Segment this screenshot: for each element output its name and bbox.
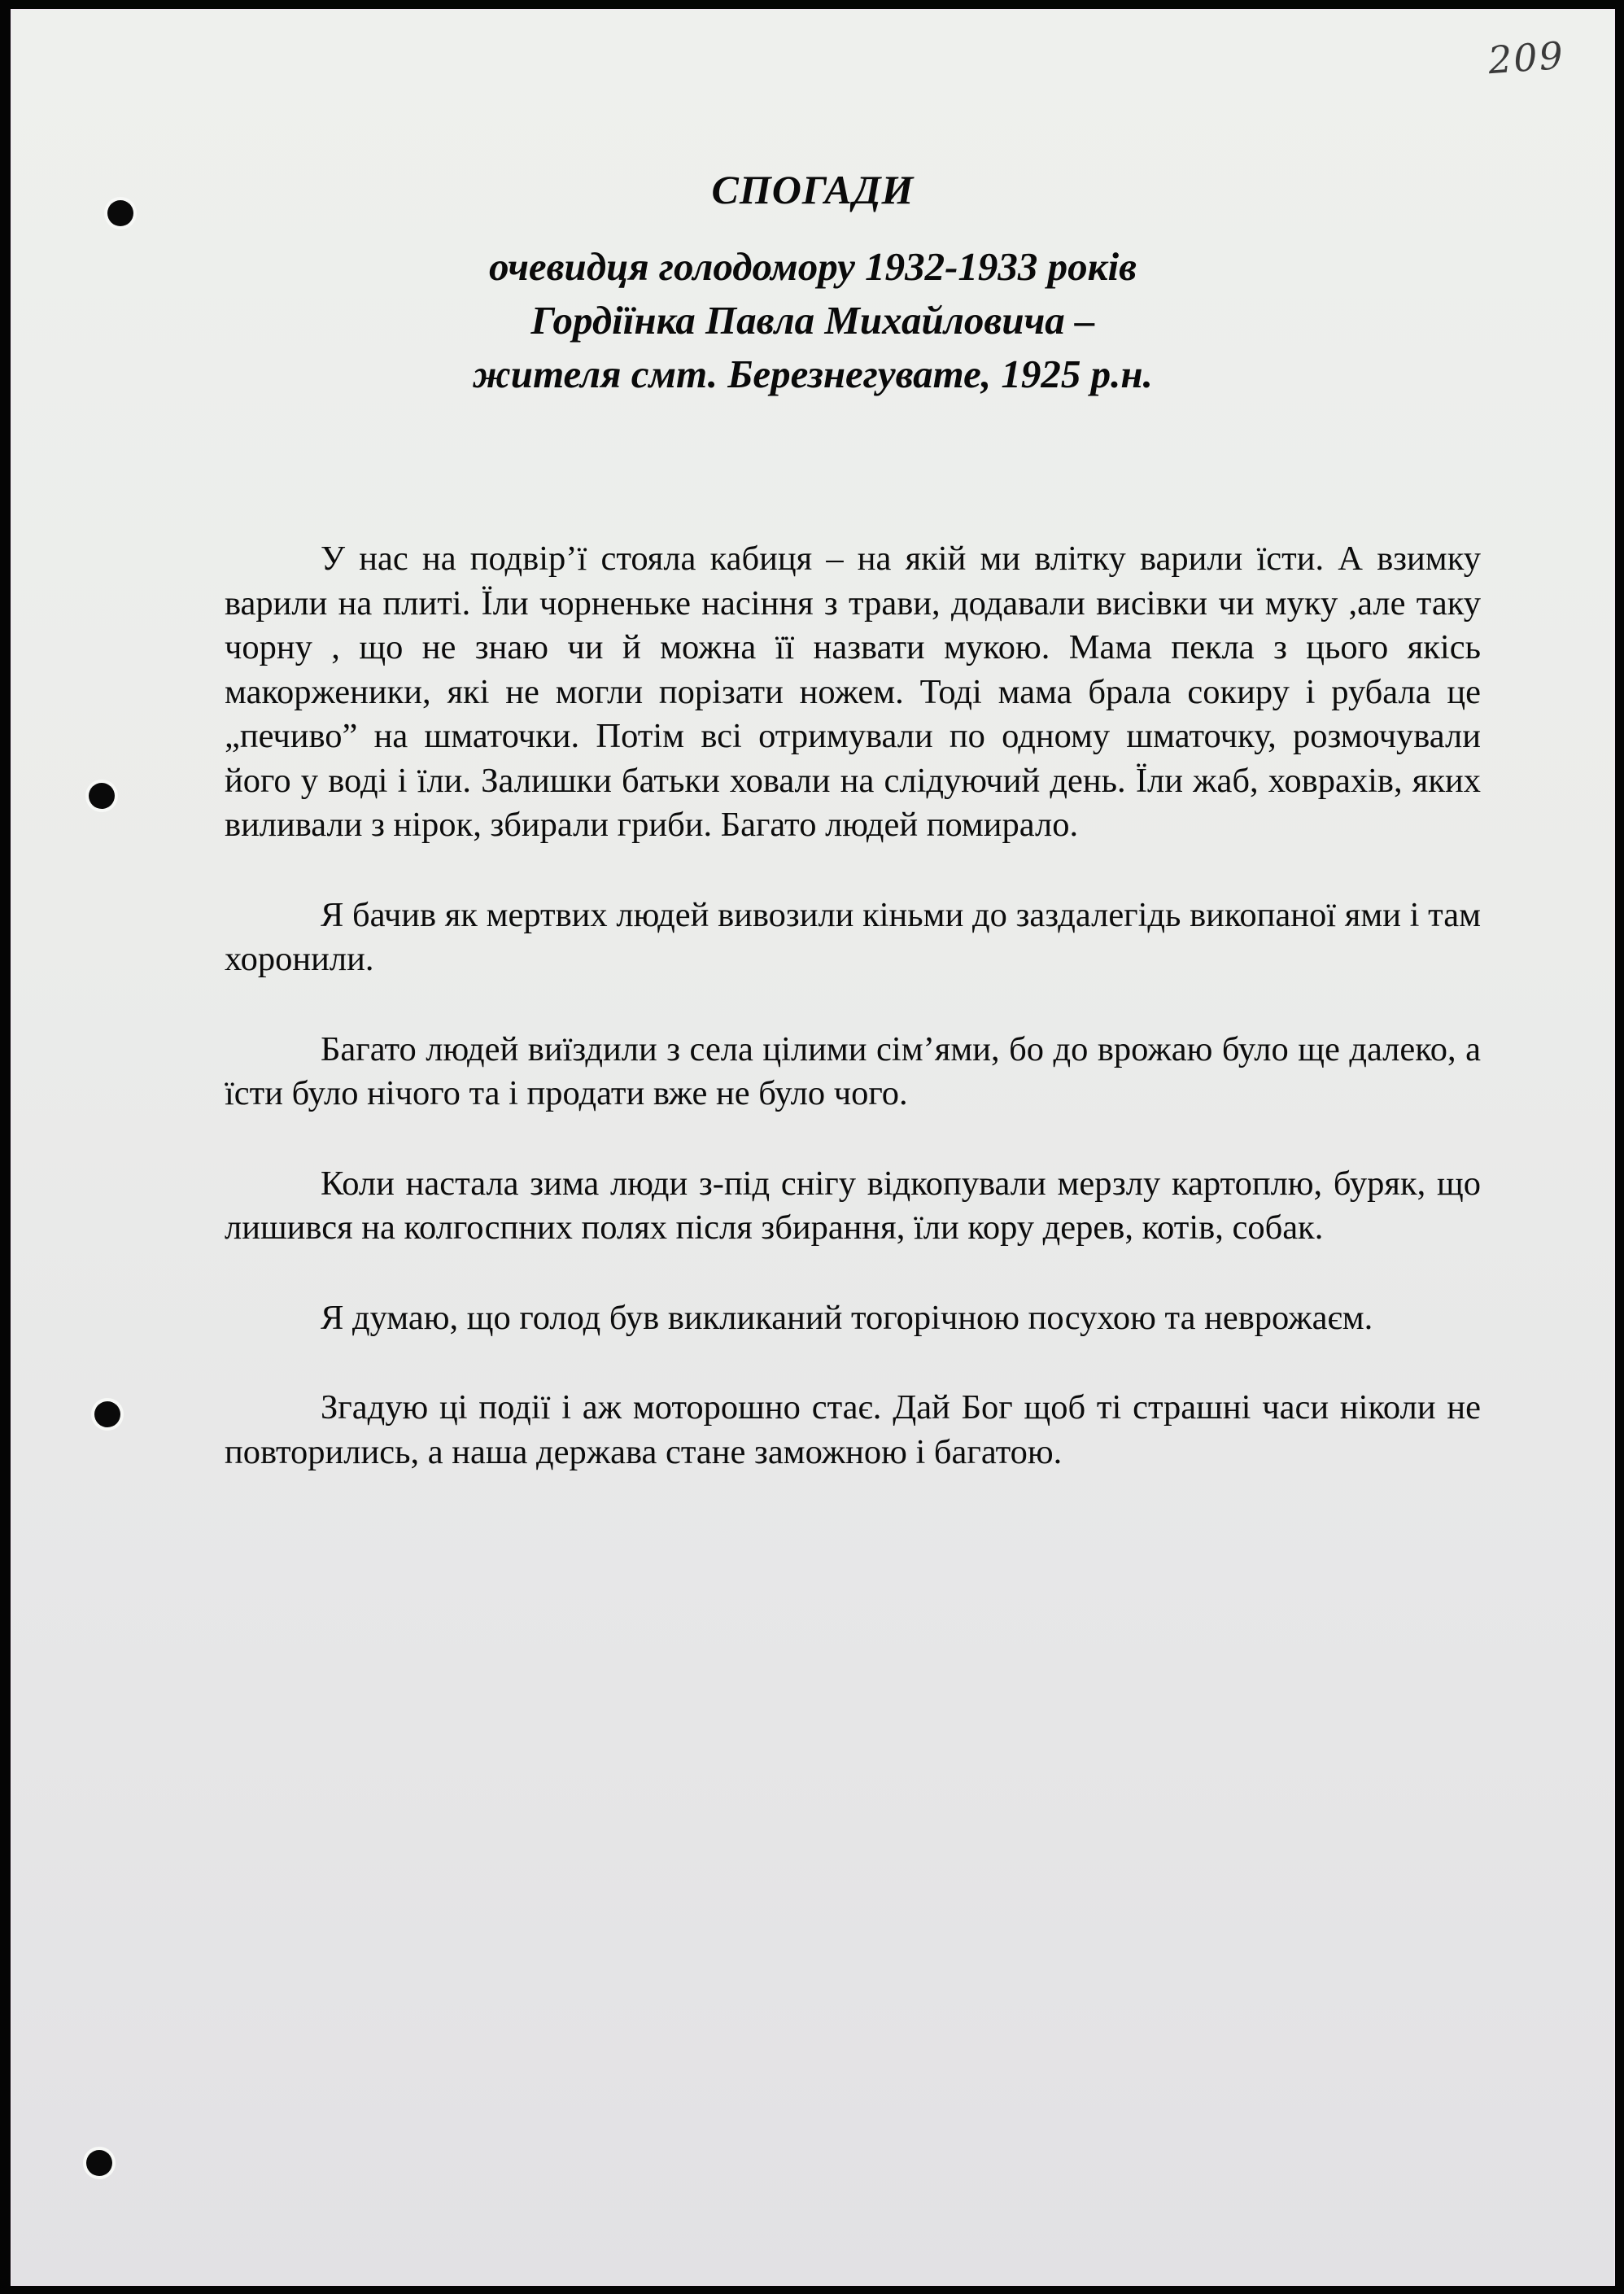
- paragraph: У нас на подвір’ї стояла кабиця – на якій ми влітку варили їсти. А взимку варили на плиті. Їли чорненьке насіння з трави, додавали висівки чи муку ,але таку чорну , що не знаю чи й можна її назвати мукою. Мама пекла з цього якісь макорженики, які не могли порізати ножем. Тоді мама брала сокиру і рубала це „печиво” на шматочки. Потім всі отримували по одному шматочку, розмочували його у воді і їли. Залишки батьки ховали на слідуючий день. Їли жаб, ховрахів, яких виливали з нірок, збирали гриби. Багато людей помирало.: [225, 540, 1481, 844]
- paragraph: Згадую ці події і аж моторошно стає. Дай Бог щоб ті страшні часи ніколи не повторились, а наша держава стане заможною і багатою.: [225, 1388, 1481, 1471]
- document-body: [225, 537, 1481, 1520]
- punch-hole-icon: [89, 783, 115, 809]
- subtitle-line: жителя смт. Березнегувате, 1925 р.н.: [473, 352, 1153, 396]
- document-page: [11, 10, 1614, 2285]
- subtitle-line: очевидця голодомору 1932-1933 років: [488, 244, 1137, 289]
- paragraph: Коли настала зима люди з-під снігу відкопували мерзлу картоплю, буряк, що лишився на колгоспних полях після збирання, їли кору дерев, котів, собак.: [225, 1164, 1481, 1247]
- punch-hole-icon: [86, 2150, 112, 2176]
- handwritten-page-number: 209: [1486, 33, 1566, 83]
- paragraph: Я бачив як мертвих людей вивозили кіньми до заздалегідь викопаної ями і там хоронили.: [225, 895, 1481, 978]
- punch-hole-icon: [94, 1401, 120, 1427]
- paragraph: Багато людей виїздили з села цілими сім’ями, бо до врожаю було ще далеко, а їсти було нічого та і продати вже не було чого.: [225, 1029, 1481, 1112]
- subtitle-line: Гордіїнка Павла Михайловича –: [530, 298, 1095, 343]
- paragraph: Я думаю, що голод був викликаний тогорічною посухою та неврожаєм.: [321, 1298, 1373, 1337]
- document-subtitle: [11, 240, 1614, 401]
- document-title: СПОГАДИ: [711, 167, 915, 212]
